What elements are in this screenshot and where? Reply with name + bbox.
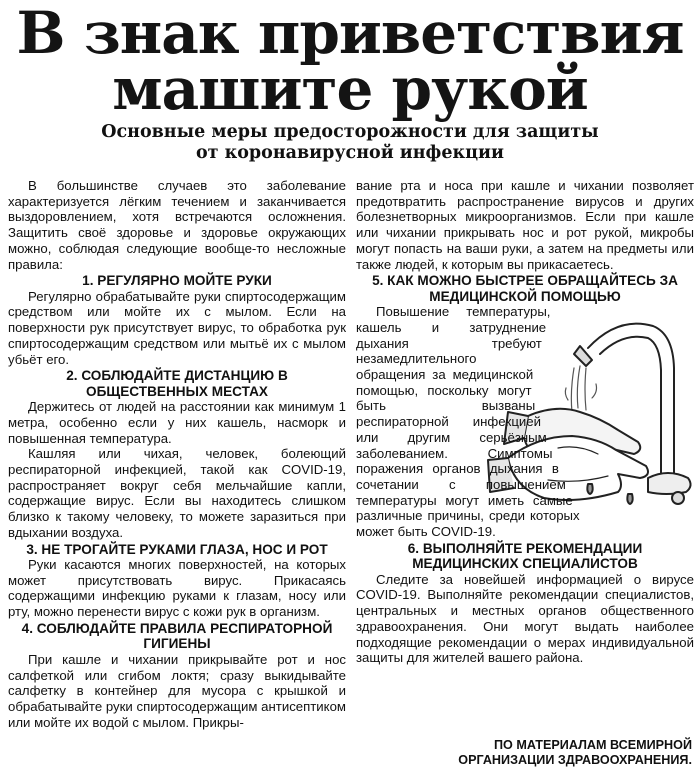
section-4-text-part2: вание рта и носа при кашле и чихании позволяет предотвратить распространение вирусов и других болезнетворных микроорганизмов. Если при кашле или чихании прикрывать нос и рот рукой, микробы могут попасть на ваши руки, а затем на предметы или также людей, к которым вы прикасаетесь.	[356, 178, 694, 272]
section-1-heading: 1. РЕГУЛЯРНО МОЙТЕ РУКИ	[82, 273, 272, 289]
source-line2: ОРГАНИЗАЦИИ ЗДРАВООХРАНЕНИЯ.	[458, 753, 692, 767]
section-4-text-part1: При кашле и чихании прикрывайте рот и нос салфеткой или сгибом локтя; сразу выкидывайте салфетку в контейнер для мусора с крышкой и обрабатывайте руки спиртосодержащим антисептиком или мойте их водой с мылом. Прикры-	[8, 651, 346, 730]
section-2-text-2: Кашляя или чихая, человек, болеющий респираторной инфекцией, такой как COVID-19, распространяет вокруг себя мельчайшие капли, содержащие вирус. Если вы находитесь слишком близко к такому человеку, то можете заразиться при вдыхании воздуха.	[8, 446, 346, 540]
section-2-heading: 2. СОБЛЮДАЙТЕ ДИСТАНЦИЮ В ОБЩЕСТВЕННЫХ МЕСТАХ	[66, 368, 288, 399]
page-title-line2: машите рукой	[112, 55, 588, 123]
section-6-text: Следите за новейшей информацией о вирусе COVID-19. Выполняйте рекомендации специалистов, центральных и местных органов общественного здравоохранения. Они могут выдать наиболее подходящие рекомендации о мерах индивидуальной защиты для жителей вашего района.	[356, 571, 694, 666]
subtitle-line1: Основные меры предосторожности для защиты	[101, 122, 599, 142]
section-3-text: Руки касаются многих поверхностей, на которых может присутствовать вирус. Прикасаясь содержащими инфекцию руками к глазам, носу или рту, можно перенести вирус с кожи рук в организм.	[8, 557, 346, 620]
section-6-heading: 6. ВЫПОЛНЯЙТЕ РЕКОМЕНДАЦИИ МЕДИЦИНСКИХ СПЕЦИАЛИСТОВ	[407, 540, 643, 572]
subtitle-line2: от коронавирусной инфекции	[196, 143, 504, 163]
section-5-heading: 5. КАК МОЖНО БЫСТРЕЕ ОБРАЩАЙТЕСЬ ЗА МЕДИЦИНСКОЙ ПОМОЩЬЮ	[372, 273, 678, 304]
section-5-text: Повышение температуры, кашель и затруднение дыхания требуют незамедлительного обращения за медицинской помощью, поскольку могут быть вызваны респираторной инфекцией или другим серьёзным заболеванием. Симптомы поражения органов дыхания в сочетании с повышением температуры могут иметь самые различные причины, среди которых может быть COVID-19.	[356, 304, 580, 540]
subtitle	[40, 122, 660, 164]
section-1-text: Регулярно обрабатывайте руки спиртосодержащим средством или мойте их с мылом. Если на поверхности рук присутствует вирус, то обработка рук спиртосодержащим средством или мытьё их с мылом убьёт его.	[8, 288, 346, 367]
left-column	[8, 178, 346, 730]
right-column	[356, 178, 694, 666]
section-2-text-1: Держитесь от людей на расстоянии как минимум 1 метра, особенно если у них кашель, насморк и повышенная температура.	[8, 399, 346, 446]
source-credit	[458, 738, 692, 768]
page-title-line1: В знак приветствия	[16, 0, 684, 67]
intro-paragraph: В большинстве случаев это заболевание характеризуется лёгким течением и заканчивается выздоровлением, хотя встречаются осложнения. Защитить своё здоровье и здоровье окружающих можно, соблюдая следующие вообще-то несложные правила:	[8, 178, 346, 272]
section-3-heading: 3. НЕ ТРОГАЙТЕ РУКАМИ ГЛАЗА, НОС И РОТ	[26, 541, 328, 557]
section-4-heading: 4. СОБЛЮДАЙТЕ ПРАВИЛА РЕСПИРАТОРНОЙ ГИГИЕНЫ	[21, 620, 333, 652]
source-line1: ПО МАТЕРИАЛАМ ВСЕМИРНОЙ	[493, 738, 692, 752]
